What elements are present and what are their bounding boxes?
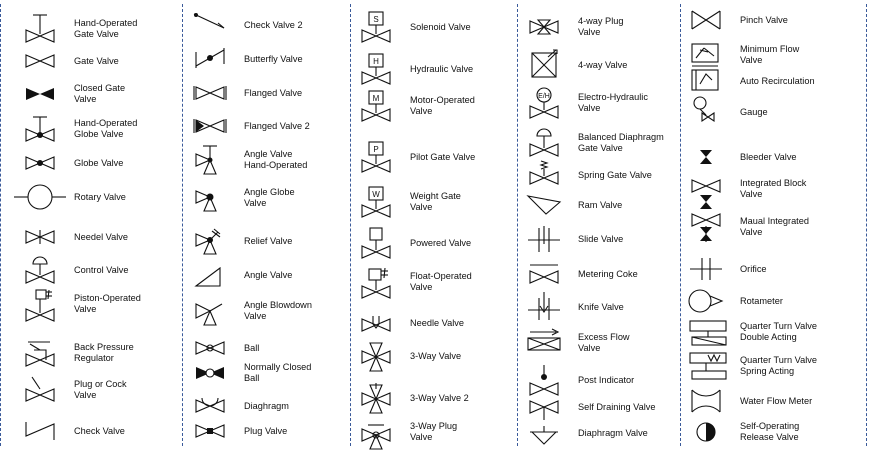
symbol-item — [20, 253, 180, 287]
symbol-item — [686, 172, 864, 206]
hand-operated-gate-valve-icon — [20, 12, 60, 46]
symbol-label: 3-Way Valve — [410, 350, 462, 361]
symbol-label: Bleeder Valve — [740, 151, 797, 162]
svg-text:S: S — [373, 15, 379, 24]
slide-valve-icon — [524, 222, 564, 256]
column-divider — [0, 4, 1, 446]
symbol-item — [190, 224, 348, 258]
symbol-label: Needel Valve — [74, 231, 128, 242]
motor-operated-valve-icon — [356, 89, 396, 123]
electro-hydraulic-valve-icon — [524, 86, 564, 120]
svg-text:E/H: E/H — [538, 93, 550, 100]
column-divider — [866, 4, 867, 446]
diaphragm-valve-icon — [524, 416, 564, 450]
svg-text:W: W — [372, 190, 380, 199]
angle-globe-valve-icon — [190, 181, 230, 215]
symbol-label: Flanged Valve 2 — [244, 120, 310, 131]
symbol-column — [190, 0, 348, 454]
control-valve-icon — [20, 253, 60, 287]
excess-flow-valve-icon — [524, 326, 564, 360]
symbol-item — [20, 77, 180, 111]
symbol-item — [524, 188, 678, 222]
symbol-label: Post Indicator — [578, 374, 635, 385]
plug-or-cock-valve-icon — [20, 373, 60, 407]
symbol-item — [524, 10, 678, 44]
symbol-item — [20, 336, 180, 370]
symbol-item — [524, 126, 678, 160]
symbol-item — [524, 158, 678, 192]
angle-valve-hand-operated-icon — [190, 143, 230, 177]
symbol-label: Pilot Gate Valve — [410, 151, 476, 162]
needle-valve-icon — [356, 306, 396, 340]
symbol-item — [686, 95, 864, 129]
check-valve-2-icon — [190, 8, 230, 42]
quarter-turn-valve-spring-acting-icon — [686, 349, 726, 383]
ram-valve-icon — [524, 188, 564, 222]
symbol-item — [20, 112, 180, 146]
symbol-label: Powered Valve — [410, 237, 472, 248]
3-way-valve-icon — [356, 339, 396, 373]
column-divider — [680, 4, 681, 446]
symbol-label: Quarter Turn Valve Spring Acting — [740, 355, 817, 376]
flanged-valve-2-icon — [190, 109, 230, 143]
symbol-label: Hand-Operated Gate Valve — [74, 18, 138, 39]
symbol-label: Rotameter — [740, 295, 783, 306]
weight-gate-valve-icon — [356, 185, 396, 219]
symbol-label: Excess Flow Valve — [578, 332, 630, 353]
symbol-label: Weight Gate Valve — [410, 191, 461, 212]
gauge-icon — [686, 95, 726, 129]
needel-valve-icon — [20, 220, 60, 254]
symbol-label: Globe Valve — [74, 157, 124, 168]
globe-valve-icon — [20, 146, 60, 180]
gate-valve-icon — [20, 44, 60, 78]
symbol-label: Orifice — [740, 263, 767, 274]
symbol-item — [686, 140, 864, 174]
symbol-item — [356, 10, 515, 44]
symbol-item — [356, 185, 515, 219]
orifice-icon — [686, 252, 726, 286]
self-operating-release-valve-icon — [686, 415, 726, 449]
4-way-plug-valve-icon — [524, 10, 564, 44]
symbol-label: Check Valve 2 — [244, 19, 303, 30]
quarter-turn-valve-double-acting-icon — [686, 315, 726, 349]
symbol-item — [524, 48, 678, 82]
symbol-label: Maual Integrated Valve — [740, 216, 809, 237]
closed-gate-valve-icon — [20, 77, 60, 111]
symbol-label: Angle Valve Hand-Operated — [244, 149, 308, 170]
symbol-item — [190, 109, 348, 143]
integrated-block-valve-icon — [686, 172, 726, 206]
symbol-item — [686, 384, 864, 418]
symbol-item — [356, 306, 515, 340]
symbol-label: Ball — [244, 342, 260, 353]
symbol-item — [20, 12, 180, 46]
symbol-label: Ram Valve — [578, 199, 623, 210]
flanged-valve-icon — [190, 76, 230, 110]
symbol-item — [190, 76, 348, 110]
symbol-item — [190, 356, 348, 390]
symbol-item — [20, 373, 180, 407]
symbol-label: Gate Valve — [74, 55, 119, 66]
symbol-label: Balanced Diaphragm Gate Valve — [578, 132, 664, 153]
symbol-label: 3-Way Valve 2 — [410, 392, 469, 403]
symbol-item — [190, 181, 348, 215]
hydraulic-valve-icon — [356, 52, 396, 86]
symbol-item — [686, 349, 864, 383]
symbol-item — [524, 257, 678, 291]
symbol-label: Angle Globe Valve — [244, 187, 295, 208]
svg-text:P: P — [373, 145, 379, 154]
symbol-item — [190, 42, 348, 76]
symbol-label: Spring Gate Valve — [578, 169, 652, 180]
symbol-label: Integrated Block Valve — [740, 178, 807, 199]
symbol-label: Minimum Flow Valve — [740, 44, 800, 65]
knife-valve-icon — [524, 290, 564, 324]
column-divider — [350, 4, 351, 446]
svg-text:M: M — [372, 94, 380, 103]
plug-valve-icon — [190, 414, 230, 448]
hand-operated-globe-valve-icon — [20, 112, 60, 146]
symbol-column — [524, 0, 678, 454]
symbol-label: Knife Valve — [578, 301, 624, 312]
angle-blowdown-valve-icon — [190, 294, 230, 328]
metering-coke-icon — [524, 257, 564, 291]
symbol-item — [524, 416, 678, 450]
symbol-item — [356, 415, 515, 449]
symbol-item — [686, 315, 864, 349]
symbol-item — [686, 284, 864, 318]
symbol-label: Self-Operating Release Valve — [740, 421, 800, 442]
symbol-column — [20, 0, 180, 454]
symbol-label: 4-way Plug Valve — [578, 16, 624, 37]
pinch-valve-icon — [686, 3, 726, 37]
symbol-item — [686, 3, 864, 37]
symbol-item — [20, 414, 180, 448]
symbol-item — [190, 258, 348, 292]
symbol-label: Flanged Valve — [244, 87, 303, 98]
symbol-item — [20, 44, 180, 78]
symbol-label: Auto Recirculation — [740, 75, 815, 86]
symbol-label: Angle Valve — [244, 269, 293, 280]
symbol-label: Slide Valve — [578, 233, 624, 244]
symbol-label: Angle Blowdown Valve — [244, 300, 312, 321]
symbol-item — [686, 64, 864, 98]
symbol-item — [686, 252, 864, 286]
piston-operated-valve-icon — [20, 287, 60, 321]
symbol-item — [524, 86, 678, 120]
symbol-label: Needle Valve — [410, 317, 464, 328]
symbol-item — [190, 8, 348, 42]
powered-valve-icon — [356, 226, 396, 260]
symbol-item — [356, 140, 515, 174]
3-way-plug-valve-icon — [356, 415, 396, 449]
svg-text:H: H — [373, 57, 379, 66]
rotameter-icon — [686, 284, 726, 318]
float-operated-valve-icon — [356, 265, 396, 299]
symbol-label: Solenoid Valve — [410, 21, 471, 32]
symbol-item — [356, 265, 515, 299]
symbol-item — [356, 381, 515, 415]
symbol-label: 3-Way Plug Valve — [410, 421, 458, 442]
symbol-column — [686, 0, 864, 454]
symbol-item — [356, 226, 515, 260]
symbol-label: Pinch Valve — [740, 14, 788, 25]
solenoid-valve-icon — [356, 10, 396, 44]
column-divider — [182, 4, 183, 446]
symbol-item — [686, 415, 864, 449]
symbol-item — [20, 287, 180, 321]
symbol-label: Electro-Hydraulic Valve — [578, 92, 648, 113]
symbol-item — [20, 180, 180, 214]
relief-valve-icon — [190, 224, 230, 258]
symbol-label: Check Valve — [74, 425, 125, 436]
symbol-item — [20, 146, 180, 180]
symbol-item — [356, 339, 515, 373]
pilot-gate-valve-icon — [356, 140, 396, 174]
back-pressure-regulator-icon — [20, 336, 60, 370]
column-divider — [517, 4, 518, 446]
symbol-item — [686, 210, 864, 244]
symbol-item — [524, 222, 678, 256]
symbol-item — [190, 414, 348, 448]
symbol-label: Hydraulic Valve — [410, 63, 474, 74]
symbol-label: Rotary Valve — [74, 191, 126, 202]
symbol-label: Quarter Turn Valve Double Acting — [740, 321, 817, 342]
symbol-label: Normally Closed Ball — [244, 362, 312, 383]
symbol-label: Butterfly Valve — [244, 53, 303, 64]
3-way-valve-2-icon — [356, 381, 396, 415]
maual-integrated-valve-icon — [686, 210, 726, 244]
symbol-column — [356, 0, 515, 454]
spring-gate-valve-icon — [524, 158, 564, 192]
4-way-valve-icon — [524, 48, 564, 82]
symbol-label: Control Valve — [74, 264, 129, 275]
bleeder-valve-icon — [686, 140, 726, 174]
symbol-label: Hand-Operated Globe Valve — [74, 118, 138, 139]
symbol-label: Metering Coke — [578, 268, 638, 279]
symbol-item — [356, 89, 515, 123]
symbol-label: 4-way Valve — [578, 59, 628, 70]
symbol-label: Plug Valve — [244, 425, 288, 436]
auto-recirculation-icon — [686, 64, 726, 98]
symbol-item — [190, 294, 348, 328]
rotary-valve-icon — [20, 180, 60, 214]
symbol-item — [524, 326, 678, 360]
symbol-item — [356, 52, 515, 86]
symbol-label: Closed Gate Valve — [74, 83, 126, 104]
balanced-diaphragm-gate-valve-icon — [524, 126, 564, 160]
butterfly-valve-icon — [190, 42, 230, 76]
symbol-item — [190, 143, 348, 177]
normally-closed-ball-icon — [190, 356, 230, 390]
symbol-label: Diaphragm Valve — [578, 427, 648, 438]
symbol-label: Plug or Cock Valve — [74, 379, 127, 400]
symbol-label: Piston-Operated Valve — [74, 293, 141, 314]
symbol-label: Diaghragm — [244, 400, 289, 411]
symbol-label: Water Flow Meter — [740, 395, 813, 406]
symbol-label: Gauge — [740, 106, 768, 117]
angle-valve-icon — [190, 258, 230, 292]
symbol-label: Self Draining Valve — [578, 401, 656, 412]
check-valve-icon — [20, 414, 60, 448]
symbol-item — [20, 220, 180, 254]
symbol-label: Float-Operated Valve — [410, 271, 472, 292]
symbol-label: Back Pressure Regulator — [74, 342, 134, 363]
symbol-item — [524, 290, 678, 324]
symbol-label: Motor-Operated Valve — [410, 95, 475, 116]
symbol-label: Relief Valve — [244, 235, 293, 246]
water-flow-meter-icon — [686, 384, 726, 418]
